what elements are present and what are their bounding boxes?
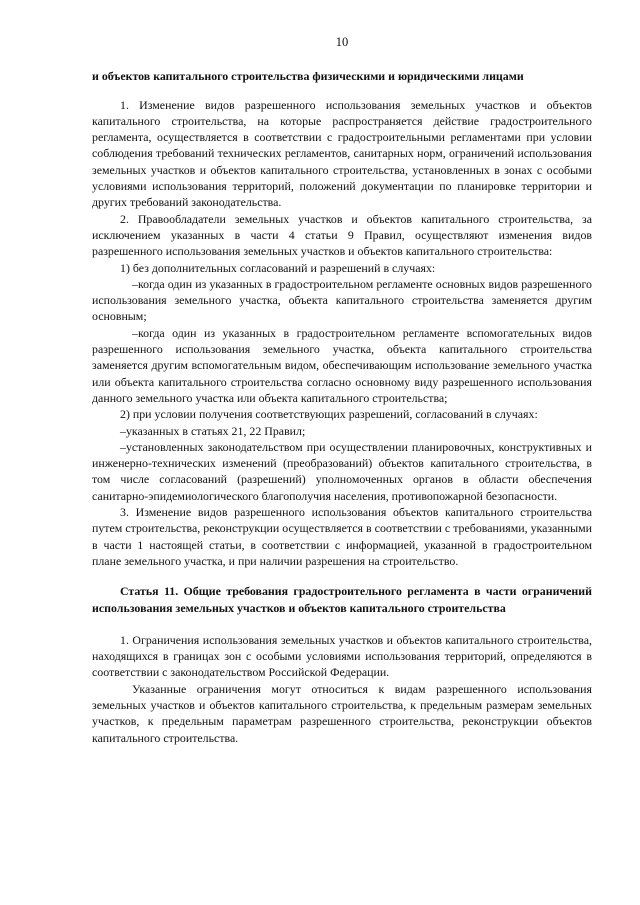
dash-item-4: –установленных законодательством при осуществлении планировочных, конструктивных и инженерно-технических изменений (преобразований) объектов капитального строительства, в том числе согласований (разрешений) уполномоченных органов в области обеспечения санитарно-эпидемиологического благополучия населения, противопожарной безопасности. [92, 439, 592, 503]
page-number: 10 [335, 35, 349, 49]
paragraph-2: 2. Правообладатели земельных участков и объектов капитального строительства, за исключением указанных в части 4 статьи 9 Правил, осуществляют изменения видов разрешенного использования земельных участков и объектов капитального строительства: [92, 211, 592, 259]
article-title: Статья 11. Общие требования градостроительного регламента в части ограничений использования земельных участков и объектов капитального строительства [92, 584, 592, 615]
article-body [92, 632, 592, 746]
list-item-2: 2) при условии получения соответствующих разрешений, согласований в случаях: [120, 407, 538, 422]
dash-item-1: –когда один из указанных в градостроительном регламенте основных видов разрешенного использования земельного участка, объекта капитального строительства заменяется другим основным; [92, 276, 592, 324]
paragraph-3: 3. Изменение видов разрешенного использования объектов капитального строительства путем строительства, реконструкции осуществляется в соответствии с требованиями, указанными в части 1 настоящей статьи, в соответствии с информацией, указанной в градостроительном плане земельного участка, и при наличии разрешения на строительство. [92, 505, 592, 568]
paragraph-1: 1. Изменение видов разрешенного использования земельных участков и объектов капитального строительства, на которые распространяется действие градостроительного регламента, осуществляется в соответствии с градостроительными регламентами при условии соблюдения требований технических регламентов, санитарных норм, ограничений использования земельных участков и объектов капитального строительства, установленных в зонах с особыми условиями использования территорий, положений документации по планировке территории и других требований законодательства. [92, 97, 592, 210]
dash-item-2: –когда один из указанных в градостроительном регламенте вспомогательных видов разрешенного использования земельного участка, объекта капитального строительства заменяется другим вспомогательным видом, обеспечивающим использование земельного участка или объекта капитального строительства согласно основному виду разрешенного использования данного земельного участка или объекта капитального строительства; [92, 325, 592, 405]
article-paragraph-2: Указанные ограничения могут относиться к видам разрешенного использования земельных участков и объектов капитального строительства, к предельным размерам земельных участков, к предельным параметрам разрешенного строительства, реконструкции объектов капитального строительства. [92, 681, 592, 745]
section-heading-continuation: и объектов капитального строительства физическими и юридическими лицами [92, 69, 524, 84]
dash-item-3: –указанных в статьях 21, 22 Правил; [120, 423, 306, 438]
list-item-1: 1) без дополнительных согласований и разрешений в случаях: [120, 260, 436, 275]
section-body [92, 97, 592, 570]
article-paragraph-1: 1. Ограничения использования земельных участков и объектов капитального строительства, находящихся в границах зон с особыми условиями использования территорий, определяются в соответствии с законодательством Российской Федерации. [92, 632, 592, 680]
